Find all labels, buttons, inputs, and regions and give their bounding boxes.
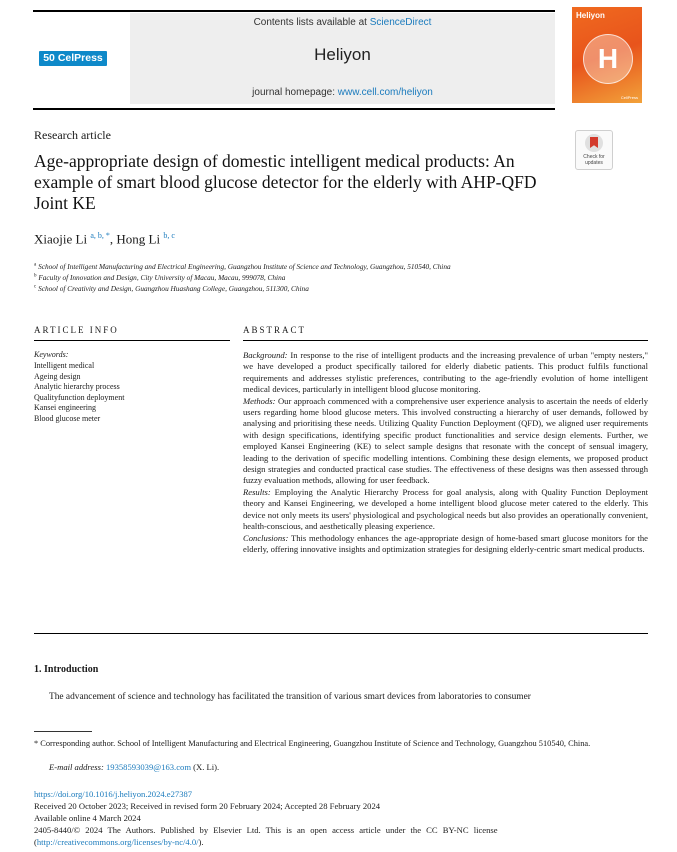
abstract-rule: [243, 340, 648, 341]
cover-emblem: [583, 34, 633, 84]
affiliation: [34, 273, 285, 282]
keyword-list: [34, 361, 124, 424]
affiliation: [34, 284, 309, 293]
cover-brand: CellPress: [620, 95, 638, 100]
sciencedirect-link[interactable]: ScienceDirect: [369, 17, 432, 28]
author-affil-marks[interactable]: a, b, *: [90, 231, 110, 240]
keyword: Ageing design: [34, 371, 81, 381]
journal-header: [130, 13, 555, 104]
affiliation-mark: c: [34, 284, 37, 290]
abstract-results: [243, 487, 648, 533]
author-name[interactable]: Hong Li: [116, 231, 161, 247]
affiliation: [34, 262, 451, 271]
license-link-line: (http://creativecommons.org/licenses/by-nc/4.0/).: [34, 837, 204, 847]
cover-title: Heliyon: [576, 11, 605, 20]
email-label: E-mail address:: [49, 762, 104, 772]
license-suffix: ).: [198, 837, 204, 847]
abstract-section-label: Background:: [243, 350, 288, 360]
keyword: Intelligent medical: [34, 361, 95, 370]
abstract-bottom-rule: [34, 633, 648, 634]
author-affil-marks[interactable]: b, c: [163, 231, 175, 240]
affiliation-text: School of Creativity and Design, Guangzhou Huashang College, Guangzhou, 511300, China: [38, 284, 309, 293]
affiliation-mark: b: [34, 273, 37, 279]
keyword: Analytic hierarchy process: [34, 382, 120, 391]
keyword: Qualityfunction deployment: [34, 392, 125, 402]
abstract-background: [243, 350, 648, 396]
abstract-section-label: Results:: [243, 486, 271, 497]
publisher-logo[interactable]: [33, 18, 112, 99]
abstract-section-label: Methods:: [243, 395, 276, 406]
abstract-conclusions: [243, 533, 648, 556]
author-separator: ,: [109, 231, 117, 247]
header-bottom-rule: [33, 108, 555, 110]
doi-link[interactable]: [34, 789, 192, 800]
abstract-section-text: Our approach commenced with a comprehensive user experience analysis to ascertain the needs of elderly users regarding home blood glucose meters. This involved constructing a hierarchy of user demands, followed by analysing and prioritising these needs. Utilizing Quality Function Deployment (QFD), we aligned user requirements with design specifications, identifying specific product functionalities and service design elements. Further, we employed Kansei Engineering (KE) to select sample designs that resonate with the concept of sensual imagery, leading to the derivation of specific modelling intentions. Combining these design elements, we proposed product design strategies and conducted practical case studies. The effectiveness of these designs was then assessed through fuzzy evaluation methods, allowing for user feedback.: [243, 395, 648, 486]
license-line: 2405-8440/© 2024 The Authors. Published by Elsevier Ltd. This is an open access article under the CC BY-NC license: [34, 825, 498, 835]
journal-title: Heliyon: [314, 45, 371, 64]
homepage-link[interactable]: www.cell.com/heliyon: [337, 87, 433, 98]
cellpress-logo: 50 CelPress: [39, 51, 107, 66]
check-updates-label: Check for updates: [583, 154, 605, 166]
article-info-rule: [34, 340, 230, 341]
author-list: [34, 231, 175, 247]
bookmark-icon: [585, 134, 603, 152]
journal-cover[interactable]: [572, 7, 642, 103]
license-link[interactable]: http://creativecommons.org/licenses/by-nc/4.0/: [36, 837, 199, 847]
footnote-rule: [34, 731, 92, 732]
keyword: Blood glucose meter: [34, 413, 101, 423]
received-dates: Received 20 October 2023; Received in revised form 20 February 2024; Accepted 28 February 2024: [34, 801, 381, 811]
abstract-heading: ABSTRACT: [243, 325, 307, 335]
affiliation-text: Faculty of Innovation and Design, City University of Macau, Macau, 999078, China: [38, 273, 286, 282]
email-suffix: (X. Li).: [191, 762, 220, 772]
cover-letter: H: [597, 43, 619, 74]
abstract-section-label: Conclusions:: [243, 532, 289, 543]
contents-prefix: Contents lists available at: [253, 17, 370, 28]
doi-text[interactable]: https://doi.org/10.1016/j.heliyon.2024.e27387: [34, 789, 193, 799]
section-heading: 1. Introduction: [34, 664, 99, 675]
header-top-rule: [33, 10, 555, 12]
contents-line: [130, 17, 555, 28]
article-info-heading: ARTICLE INFO: [34, 325, 119, 335]
abstract-section-text: This methodology enhances the age-appropriate design of home-based smart glucose monitors for the elderly, offering innovative insights and optimization strategies for designing elderly-centric smart medical products.: [243, 532, 648, 554]
author-name[interactable]: Xiaojie Li: [34, 231, 88, 247]
paper-title: Age-appropriate design of domestic intelligent medical products: An example of smart blood glucose detector for the elderly with AHP-QFD Joint KE: [34, 151, 537, 213]
abstract-methods: [243, 396, 648, 487]
keywords-label: Keywords:: [34, 350, 69, 359]
homepage-line: [130, 87, 555, 98]
corresponding-author-note: * Corresponding author. School of Intelligent Manufacturing and Electrical Engineering, Guangzhou Institute of Science and Technology, Guangzhou 510540, China.: [34, 739, 591, 748]
affiliation-text: School of Intelligent Manufacturing and Electrical Engineering, Guangzhou Institute of Science and Technology, Guangzhou, 510540, China: [38, 262, 451, 271]
available-online: Available online 4 March 2024: [34, 813, 141, 823]
check-for-updates-button[interactable]: [575, 130, 613, 170]
email-link[interactable]: 19358593039@163.com: [105, 762, 191, 772]
keyword: Kansei engineering: [34, 403, 96, 412]
homepage-prefix: journal homepage:: [252, 87, 338, 98]
abstract-body: [243, 350, 648, 555]
article-type: Research article: [34, 128, 111, 142]
abstract-section-text: In response to the rise of intelligent products and the increasing prevalence of urban "empty nesters," we have developed a product specifically tailored for elderly diabetic patients. This product fulfils functional requirements and addresses stylistic preferences, contributing to the age-friendly evolution of home intelligent medical devices, particularly in intelligent blood glucose monitoring.: [243, 350, 648, 395]
affiliation-mark: a: [34, 262, 37, 268]
intro-paragraph: The advancement of science and technology has facilitated the transition of various smart devices from laboratories to consumer: [49, 692, 531, 702]
email-line: [49, 762, 219, 773]
abstract-section-text: Employing the Analytic Hierarchy Process for goal analysis, along with Quality Function Deployment theory and Kansei Engineering, we developed a home intelligent blood glucose meter catered to the elderly. This device not only meets its users' physiological and psychological needs but also provides an operationally convenient, health-conscious, and aesthetically pleasing experience.: [243, 486, 648, 532]
